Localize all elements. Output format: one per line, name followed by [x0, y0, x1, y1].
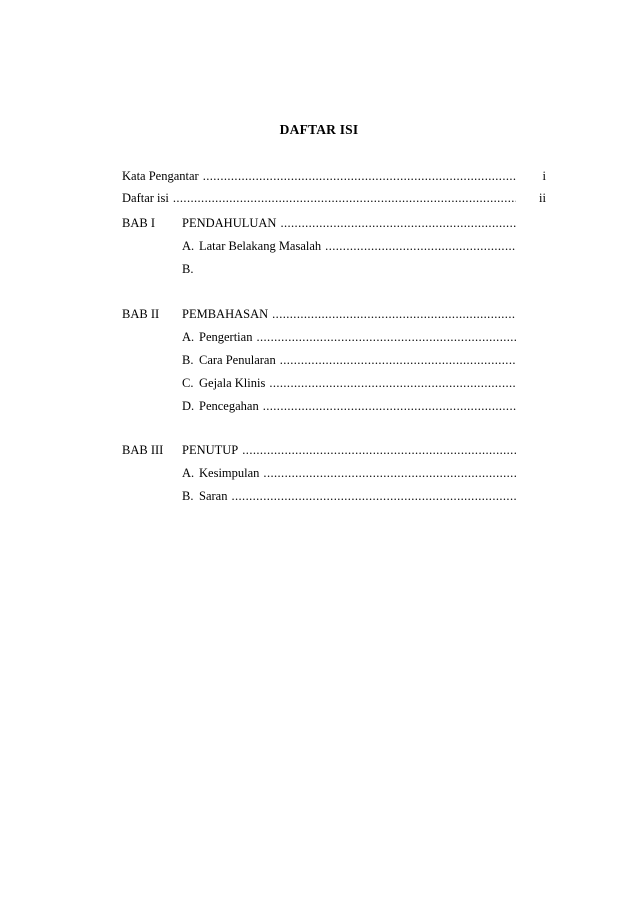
toc-entry-section	[182, 351, 516, 369]
dot-leader	[325, 237, 516, 255]
chapter-label: BAB III	[122, 443, 164, 457]
toc-entry-label: Kata Pengantar	[122, 169, 199, 183]
toc-entry-label: Daftar isi	[122, 191, 169, 205]
toc-entry-section	[182, 487, 516, 505]
dot-leader	[173, 189, 516, 207]
section-letter: B.	[182, 489, 194, 503]
section-label: Kesimpulan	[199, 466, 260, 480]
toc-page-number: ii	[539, 191, 546, 205]
dot-leader	[231, 487, 516, 505]
section-letter: A.	[182, 239, 195, 253]
section-letter: B.	[182, 353, 194, 367]
dot-leader	[263, 464, 516, 482]
dot-leader	[280, 214, 516, 232]
toc-entry-chapter-3	[182, 441, 516, 459]
section-label: Latar Belakang Masalah	[199, 239, 322, 253]
toc-entry-section	[182, 374, 516, 392]
dot-leader	[242, 441, 516, 459]
section-label: Gejala Klinis	[199, 376, 266, 390]
section-label: Pengertian	[199, 330, 253, 344]
section-label: Saran	[199, 489, 228, 503]
toc-entry-section	[182, 464, 516, 482]
section-label: Cara Penularan	[199, 353, 276, 367]
toc-entry-chapter-2	[182, 305, 516, 323]
dot-leader	[203, 167, 516, 185]
section-letter: A.	[182, 466, 195, 480]
dot-leader	[263, 397, 516, 415]
toc-entry-section	[182, 328, 516, 346]
toc-page-number: i	[542, 169, 546, 183]
dot-leader	[272, 305, 516, 323]
page-title: DAFTAR ISI	[279, 122, 359, 137]
toc-entry-kata-pengantar	[122, 167, 516, 185]
dot-leader	[269, 374, 516, 392]
toc-entry-section	[182, 260, 199, 278]
toc-entry-section	[182, 237, 516, 255]
section-letter: D.	[182, 399, 195, 413]
toc-entry-section	[182, 397, 516, 415]
section-letter: A.	[182, 330, 195, 344]
chapter-label: BAB I	[122, 216, 155, 230]
toc-entry-chapter-1	[182, 214, 516, 232]
section-letter: B.	[182, 262, 194, 276]
chapter-label: BAB II	[122, 307, 160, 321]
chapter-title: PENUTUP	[182, 443, 239, 457]
section-label: Pencegahan	[199, 399, 259, 413]
chapter-title: PEMBAHASAN	[182, 307, 269, 321]
dot-leader	[256, 328, 516, 346]
dot-leader	[280, 351, 516, 369]
section-letter: C.	[182, 376, 194, 390]
toc-entry-daftar-isi	[122, 189, 516, 207]
chapter-title: PENDAHULUAN	[182, 216, 277, 230]
